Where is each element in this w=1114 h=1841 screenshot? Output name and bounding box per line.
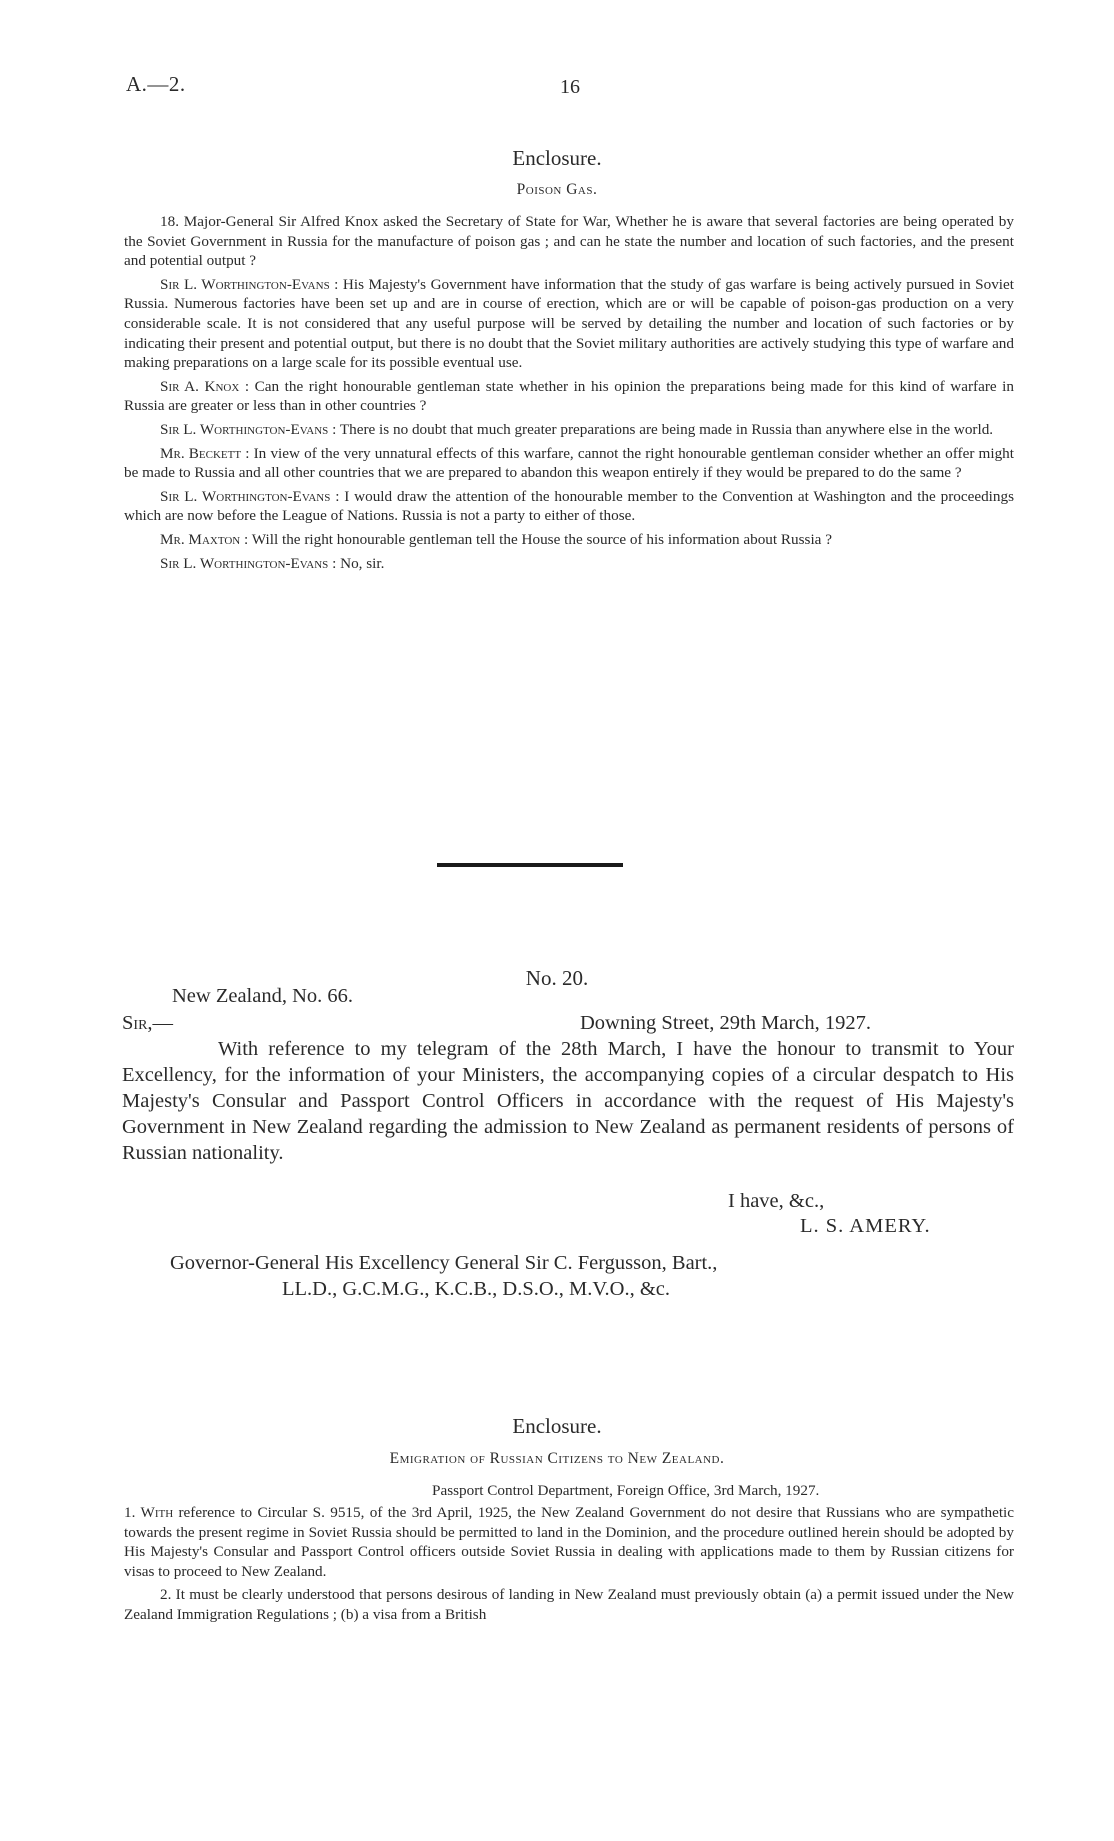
letter-place-date: Downing Street, 29th March, 1927. [580,1012,871,1034]
speaker: Sir A. Knox : [160,377,250,395]
paragraph-text: I would draw the attention of the honourable member to the Convention at Washington and the proceedings which are now before the League of Nations. Russia is not a party to either of those. [124,487,1014,525]
document-reference: A.—2. [126,72,186,96]
enclosure-heading: Enclosure. [512,146,602,170]
paragraph-text: In view of the very unnatural effects of this warfare, cannot the right honourable gentleman consider whether an offer might be made to Russia and all other countries that we are prepared to abandon this weapon entirely if they would be prepared to do the same ? [124,444,1014,482]
paragraph-text: 2. It must be clearly understood that persons desirous of landing in New Zealand must previously obtain (a) a permit issued under the New Zealand Immigration Regulations ; (b) a visa from a British [124,1586,1014,1623]
enclosure-subheading: Emigration of Russian Citizens to New Zealand. [389,1450,725,1467]
answer-paragraph [124,275,1014,373]
question-paragraph [124,530,1014,550]
letter-signature: L. S. AMERY. [800,1215,931,1237]
page-number: 16 [560,76,580,98]
parliamentary-exchange [124,212,1014,577]
question-paragraph [124,212,1014,271]
circular-paragraph [124,1585,1014,1624]
answer-paragraph [124,554,1014,574]
paragraph-text: 18. Major-General Sir Alfred Knox asked the Secretary of State for War, Whether he is aware that several factories are being operated by the Soviet Government in Russia for the manufacture of poison gas ; and can he state the number and location of such factories, and the present and potential output ? [124,213,1014,270]
circular-paragraph [124,1503,1014,1581]
answer-paragraph [124,487,1014,526]
question-paragraph [124,444,1014,483]
enclosure-heading: Enclosure. [512,1414,602,1438]
paragraph-text: There is no doubt that much greater preparations are being made in Russia than anywhere else in the world. [336,420,994,438]
speaker: Sir L. Worthington-Evans : [160,275,339,293]
enclosure-place-date: Passport Control Department, Foreign Office, 3rd March, 1927. [432,1482,820,1499]
enclosure-subheading: Poison Gas. [516,181,598,198]
question-paragraph [124,377,1014,416]
addressee-line: Governor-General His Excellency General Sir C. Fergusson, Bart., [170,1252,718,1274]
speaker: Mr. Maxton : [160,530,249,548]
paragraph-text: No, sir. [336,554,385,572]
despatch-reference: New Zealand, No. 66. [172,985,354,1007]
addressee-line: LL.D., G.C.M.G., K.C.B., D.S.O., M.V.O., &c. [282,1278,671,1300]
paragraph-text: His Majesty's Government have information that the study of gas warfare is being actively pursued in Soviet Russia. Numerous factories have been set up and are in course of erection, which are or will be capable of poison-gas production on a very considerable scale. It is not considered that any useful purpose will be served by detailing the number and location of such factories or by indicating their present and potential output, but there is no doubt that the Soviet military authorities are actively studying this type of warfare and making preparations on a large scale for its possible eventual use. [124,275,1014,372]
circular-text [124,1503,1014,1629]
letter-closing: I have, &c., [728,1190,825,1212]
paragraph-text: Will the right honourable gentleman tell the House the source of his information about Russia ? [248,530,832,548]
answer-paragraph [124,420,1014,440]
speaker: Mr. Beckett : [160,444,250,462]
paragraph-text: Can the right honourable gentleman state whether in his opinion the preparations being made for this kind of warfare in Russia are greater or less than in other countries ? [124,377,1014,415]
letter-body: With reference to my telegram of the 28th March, I have the honour to transmit to Your Excellency, for the information of your Ministers, the accompanying copies of a circular despatch to His Majesty's Consular and Passport Control Officers in accordance with the request of His Majesty's Government in New Zealand regarding the admission to New Zealand as permanent residents of persons of Russian nationality. [122,1038,1014,1164]
speaker: Sir L. Worthington-Evans : [160,487,340,505]
section-divider [437,863,623,867]
paragraph-text: reference to Circular S. 9515, of the 3rd April, 1925, the New Zealand Government do not desire that Russians who are sympathetic towards the present regime in Soviet Russia should be permitted to land in the Dominion, and the procedure outlined herein should be adopted by His Majesty's Consular and Passport Control officers outside Soviet Russia in dealing with applications made to them by Russian citizens for visas to proceed to New Zealand. [124,1504,1014,1580]
speaker: Sir L. Worthington-Evans : [160,554,337,572]
speaker: Sir L. Worthington-Evans : [160,420,337,438]
letter-number: No. 20. [525,966,589,990]
salutation: Sir,— [122,1012,174,1034]
paragraph-lead: 1. With [124,1504,174,1521]
